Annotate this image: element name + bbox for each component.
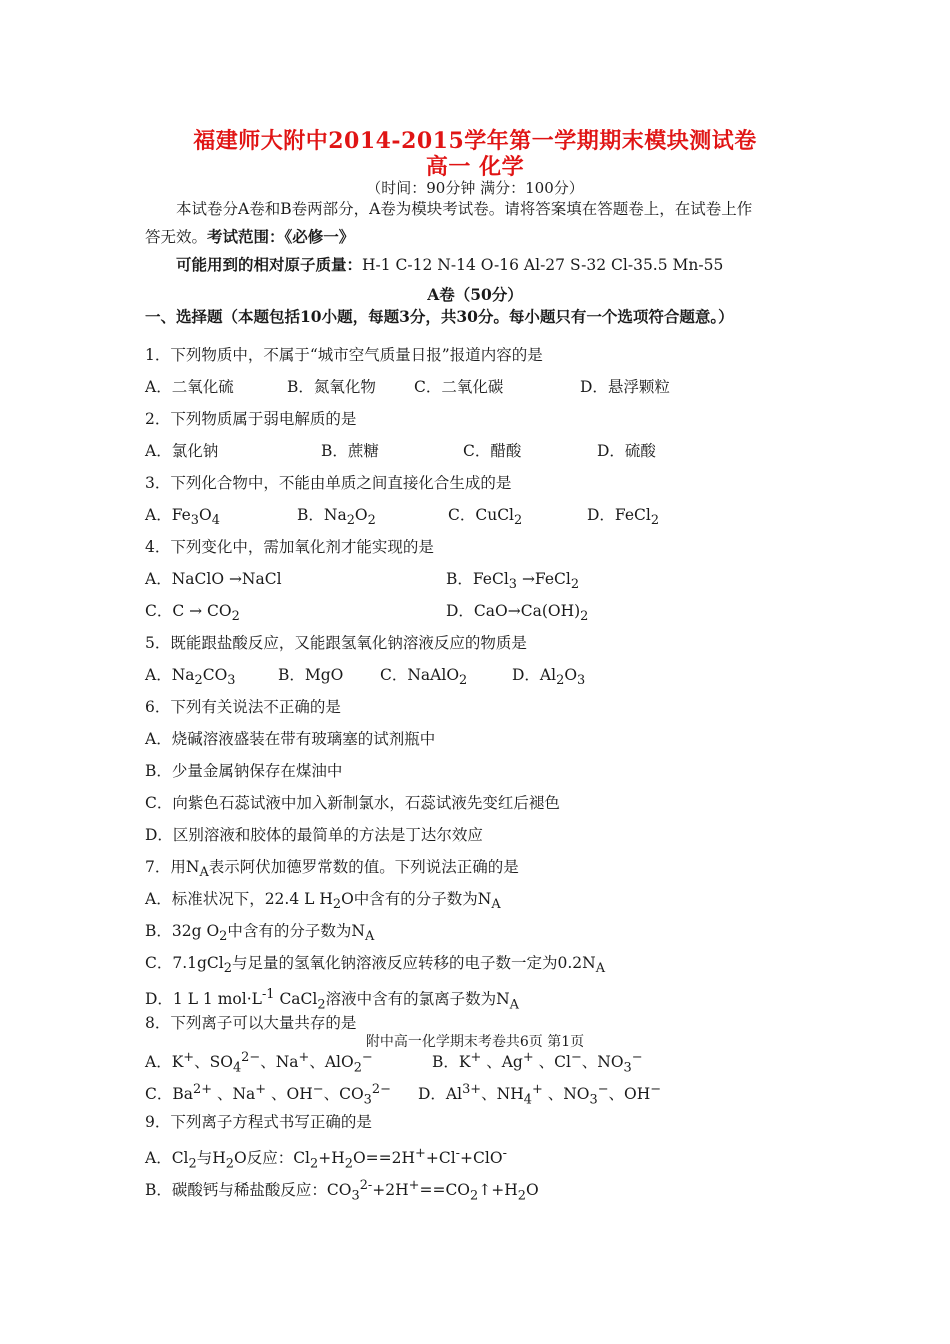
q1-option-a: A．二氧化硫 [145, 378, 234, 396]
q3-option-a: A．$Fe_3O_4$ [145, 506, 220, 529]
q8-option-a: A．K+、$SO_4^{2-}$、Na+、AlO$_2$− [145, 1050, 373, 1076]
time-limit: （时间：90分钟 满分：100分） [366, 179, 584, 197]
q5-option-c: C．NaAlO$_2$ [380, 666, 468, 689]
q2-option-c: C．醋酸 [463, 442, 522, 460]
q8-option-b: B．K+ 、Ag+ 、Cl−、$NO_3^-$ [432, 1050, 643, 1076]
q6-option-a: A．烧碱溶液盛装在带有玻璃塞的试剂瓶中 [145, 730, 436, 748]
q7-option-c: C．7.1gCl$_2$与足量的氢氧化钠溶液反应转移的电子数一定为$0.2N_A$ [145, 954, 606, 977]
q2-option-b: B．蔗糖 [321, 442, 379, 460]
q1-option-c: C．二氧化碳 [414, 378, 504, 396]
exam-subtitle: 高一 化学 [425, 154, 525, 180]
question-3: 3．下列化合物中，不能由单质之间直接化合生成的是 [145, 474, 512, 492]
question-1: 1．下列物质中，不属于“城市空气质量日报”报道内容的是 [145, 346, 543, 364]
q7-option-d: D．1 L 1 $mol\cdot L^{-1}$ CaCl$_2$溶液中含有的氯离子数为$N_A$ [145, 987, 519, 1013]
q5-option-b: B．MgO [278, 666, 344, 684]
atomic-mass-line [176, 255, 723, 275]
question-9: 9．下列离子方程式书写正确的是 [145, 1113, 372, 1131]
intro-line-2 [145, 227, 354, 247]
q4-option-d: D．$CaO\to Ca(OH)_2$ [446, 602, 589, 625]
question-5: 5．既能跟盐酸反应，又能跟氢氧化钠溶液反应的物质是 [145, 634, 527, 652]
section-heading: 一、选择题（本题包括10小题，每题3分，共30分。每小题只有一个选项符合题意。） [145, 307, 734, 326]
q8-option-c: C．$Ba^{2+}$ 、Na+ 、OH−、$CO_3^{2-}$ [145, 1082, 391, 1108]
q6-option-b: B．少量金属钠保存在煤油中 [145, 762, 343, 780]
intro-note: 答无效。 [145, 228, 208, 246]
q7-option-b: B．32g $O_2$中含有的分子数为$N_A$ [145, 922, 375, 945]
q4-option-c: C．$C \to CO_2$ [145, 602, 240, 625]
q6-option-c: C．向紫色石蕊试液中加入新制氯水，石蕊试液先变红后褪色 [145, 794, 560, 812]
q3-option-b: B．$Na_2O_2$ [297, 506, 376, 529]
q1-option-b: B．氮氧化物 [287, 378, 376, 396]
q9-option-b: B．碳酸钙与稀盐酸反应：$CO_3^{2-}+2H^+==CO_2↑+H_2O$ [145, 1178, 539, 1204]
q2-option-d: D．硫酸 [597, 442, 656, 460]
q5-option-a: A．$Na_2CO_3$ [145, 666, 236, 689]
exam-scope: 考试范围：《必修一》 [207, 227, 355, 246]
q7-option-a: A．标准状况下，22.4 L $H_2O$中含有的分子数为$N_A$ [145, 890, 501, 913]
q1-option-d: D．悬浮颗粒 [580, 378, 670, 396]
q8-option-d: D．$Al^{3+}$、$NH_4^+$ 、$NO_3^-$、OH− [418, 1082, 662, 1108]
exam-title: 福建师大附中2014-2015学年第一学期期末模块测试卷 [193, 128, 757, 154]
atomic-mass-label: 可能用到的相对原子质量： [176, 255, 363, 274]
q2-option-a: A．氯化钠 [145, 442, 219, 460]
question-8: 8．下列离子可以大量共存的是 [145, 1014, 357, 1032]
atomic-mass-values: H-1 C-12 N-14 O-16 Al-27 S-32 Cl-35.5 Mn-55 [362, 256, 724, 274]
q3-option-d: D．FeCl$_2$ [587, 506, 660, 529]
question-6: 6．下列有关说法不正确的是 [145, 698, 341, 716]
q5-option-d: D．$Al_2O_3$ [512, 666, 586, 689]
q6-option-d: D．区别溶液和胶体的最简单的方法是丁达尔效应 [145, 826, 483, 844]
q9-option-a: A．$Cl_2$与$H_2O$反应：$Cl_2+H_2O==2H^++Cl^-+ClO^-$ [145, 1146, 507, 1172]
q3-option-c: C．CuCl$_2$ [448, 506, 523, 529]
question-4: 4．下列变化中，需加氧化剂才能实现的是 [145, 538, 434, 556]
volume-a-heading: A卷（50分） [427, 285, 523, 304]
page-footer: 附中高一化学期末考卷共6页 第1页 [365, 1034, 585, 1050]
q4-option-a: A．NaClO →NaCl [145, 570, 282, 588]
q4-option-b: B．FeCl$_3$ →FeCl$_2$ [446, 570, 580, 593]
intro-line-1: 本试卷分A卷和B卷两部分，A卷为模块考试卷。请将答案填在答题卷上，在试卷上作 [176, 200, 753, 218]
question-7: 7．用$N_A$表示阿伏加德罗常数的值。下列说法正确的是 [145, 858, 519, 881]
question-2: 2．下列物质属于弱电解质的是 [145, 410, 357, 428]
